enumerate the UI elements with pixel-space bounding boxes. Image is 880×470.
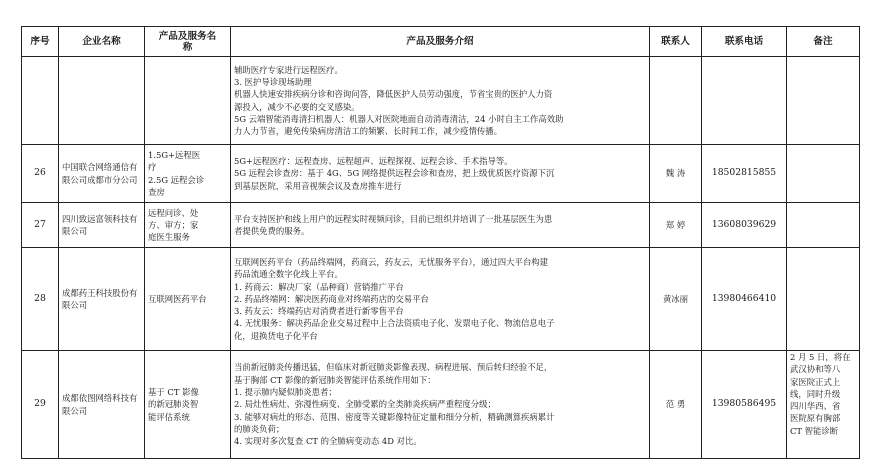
cell-no bbox=[22, 57, 59, 145]
header-no: 序号 bbox=[22, 27, 59, 57]
cell-company: 成都依图网络科技有限公司 bbox=[59, 351, 145, 459]
cell-contact: 魏 涛 bbox=[650, 145, 702, 203]
table-row bbox=[22, 145, 860, 203]
header-contact: 联系人 bbox=[650, 27, 702, 57]
cell-company: 成都药王科技股份有限公司 bbox=[59, 248, 145, 351]
cell-phone: 13608039629 bbox=[702, 203, 787, 248]
cell-product: 互联网医药平台 bbox=[145, 248, 231, 351]
cell-product: 基于 CT 影像 的新冠肺炎智 能评估系统 bbox=[145, 351, 231, 459]
cell-contact: 郑 婷 bbox=[650, 203, 702, 248]
table-row-continued bbox=[22, 57, 860, 145]
table-row bbox=[22, 248, 860, 351]
header-phone: 联系电话 bbox=[702, 27, 787, 57]
cell-intro: 平台支持医护和线上用户的远程实时视频问诊，目前已组织并培训了一批基层医生为患 者提供免费的服务。 bbox=[231, 203, 650, 248]
cell-intro: 辅助医疗专家进行远程医疗。 3. 医护导诊现场助理 机器人快速安排疾病分诊和咨询问答，降低医护人员劳动强度，节省宝贵的医护人力资 源投入，减少不必要的交叉感染。 5G 云端智能消毒清扫机器人：机器人对医院地面自动消毒清洁，24 小时自主工作高效助 力人力节省，避免传染病房清洁工的频繁、长时间工作，减少疫情传播。 bbox=[231, 57, 650, 145]
cell-remark bbox=[787, 248, 860, 351]
header-row bbox=[22, 27, 860, 57]
cell-contact bbox=[650, 57, 702, 145]
cell-intro: 当前新冠肺炎传播迅猛，但临床对新冠肺炎影像表现、病程进展、预后转归经验不足， 基于胸部 CT 影像的新冠肺炎智能评估系统作用如下： 1. 提示肺内疑似肺炎患者； 2. 局灶性病灶、弥漫性病变、全肺受累的全类肺炎疾病严重程度分级； 3. 能够对病灶的形态、范围、密度等关键影像特征定量和细分分析，精确测算疾病累计 的肺炎负荷； 4. 实现对多次复查 CT 的全肺病变动态 4D 对比。 bbox=[231, 351, 650, 459]
table-row bbox=[22, 203, 860, 248]
cell-phone: 13980466410 bbox=[702, 248, 787, 351]
cell-company: 中国联合网络通信有限公司成都市分公司 bbox=[59, 145, 145, 203]
table-row bbox=[22, 351, 860, 459]
cell-phone: 13980586495 bbox=[702, 351, 787, 459]
cell-intro: 5G+远程医疗：远程查房、远程超声、远程探视、远程会诊、手术指导等。 5G 远程会诊查房：基于 4G、5G 网络提供远程会诊和查房，把上级优质医疗资源下沉 到基层医院，采用音视频会议及查房推车进行 bbox=[231, 145, 650, 203]
cell-no: 26 bbox=[22, 145, 59, 203]
enterprise-table bbox=[21, 26, 860, 459]
cell-company: 四川致远富领科技有限公司 bbox=[59, 203, 145, 248]
cell-contact: 黄冰丽 bbox=[650, 248, 702, 351]
cell-remark bbox=[787, 57, 860, 145]
cell-remark: 2 月 5 日，将在 武汉协和等八 家医院正式上 线，同时升级 四川华西、省 医院原有胸部 CT 智能诊断 bbox=[787, 351, 860, 459]
cell-product: 1.5G+远程医 疗 2.5G 远程会诊 查房 bbox=[145, 145, 231, 203]
cell-company bbox=[59, 57, 145, 145]
header-remark: 备注 bbox=[787, 27, 860, 57]
cell-remark bbox=[787, 203, 860, 248]
cell-product: 远程问诊、处 方、审方；家 庭医生服务 bbox=[145, 203, 231, 248]
header-product: 产品及服务名称 bbox=[145, 27, 231, 57]
cell-no: 29 bbox=[22, 351, 59, 459]
header-intro: 产品及服务介绍 bbox=[231, 27, 650, 57]
cell-intro: 互联网医药平台（药品终端网，药商云，药友云，无忧服务平台），通过四大平台构建 药品流通全数字化线上平台。 1. 药商云：解决厂家（品种商）营销推广平台 2. 药品终端网：解决医药商业对终端药店的交易平台 3. 药友云：终端药店对消费者进行新零售平台 4. 无忧服务：解决药品企业交易过程中上合法资质电子化、发票电子化、物流信息电子 化，退换货电子化平台 bbox=[231, 248, 650, 351]
header-company: 企业名称 bbox=[59, 27, 145, 57]
cell-no: 28 bbox=[22, 248, 59, 351]
cell-remark bbox=[787, 145, 860, 203]
cell-no: 27 bbox=[22, 203, 59, 248]
cell-product bbox=[145, 57, 231, 145]
cell-phone bbox=[702, 57, 787, 145]
cell-contact: 范 勇 bbox=[650, 351, 702, 459]
cell-phone: 18502815855 bbox=[702, 145, 787, 203]
